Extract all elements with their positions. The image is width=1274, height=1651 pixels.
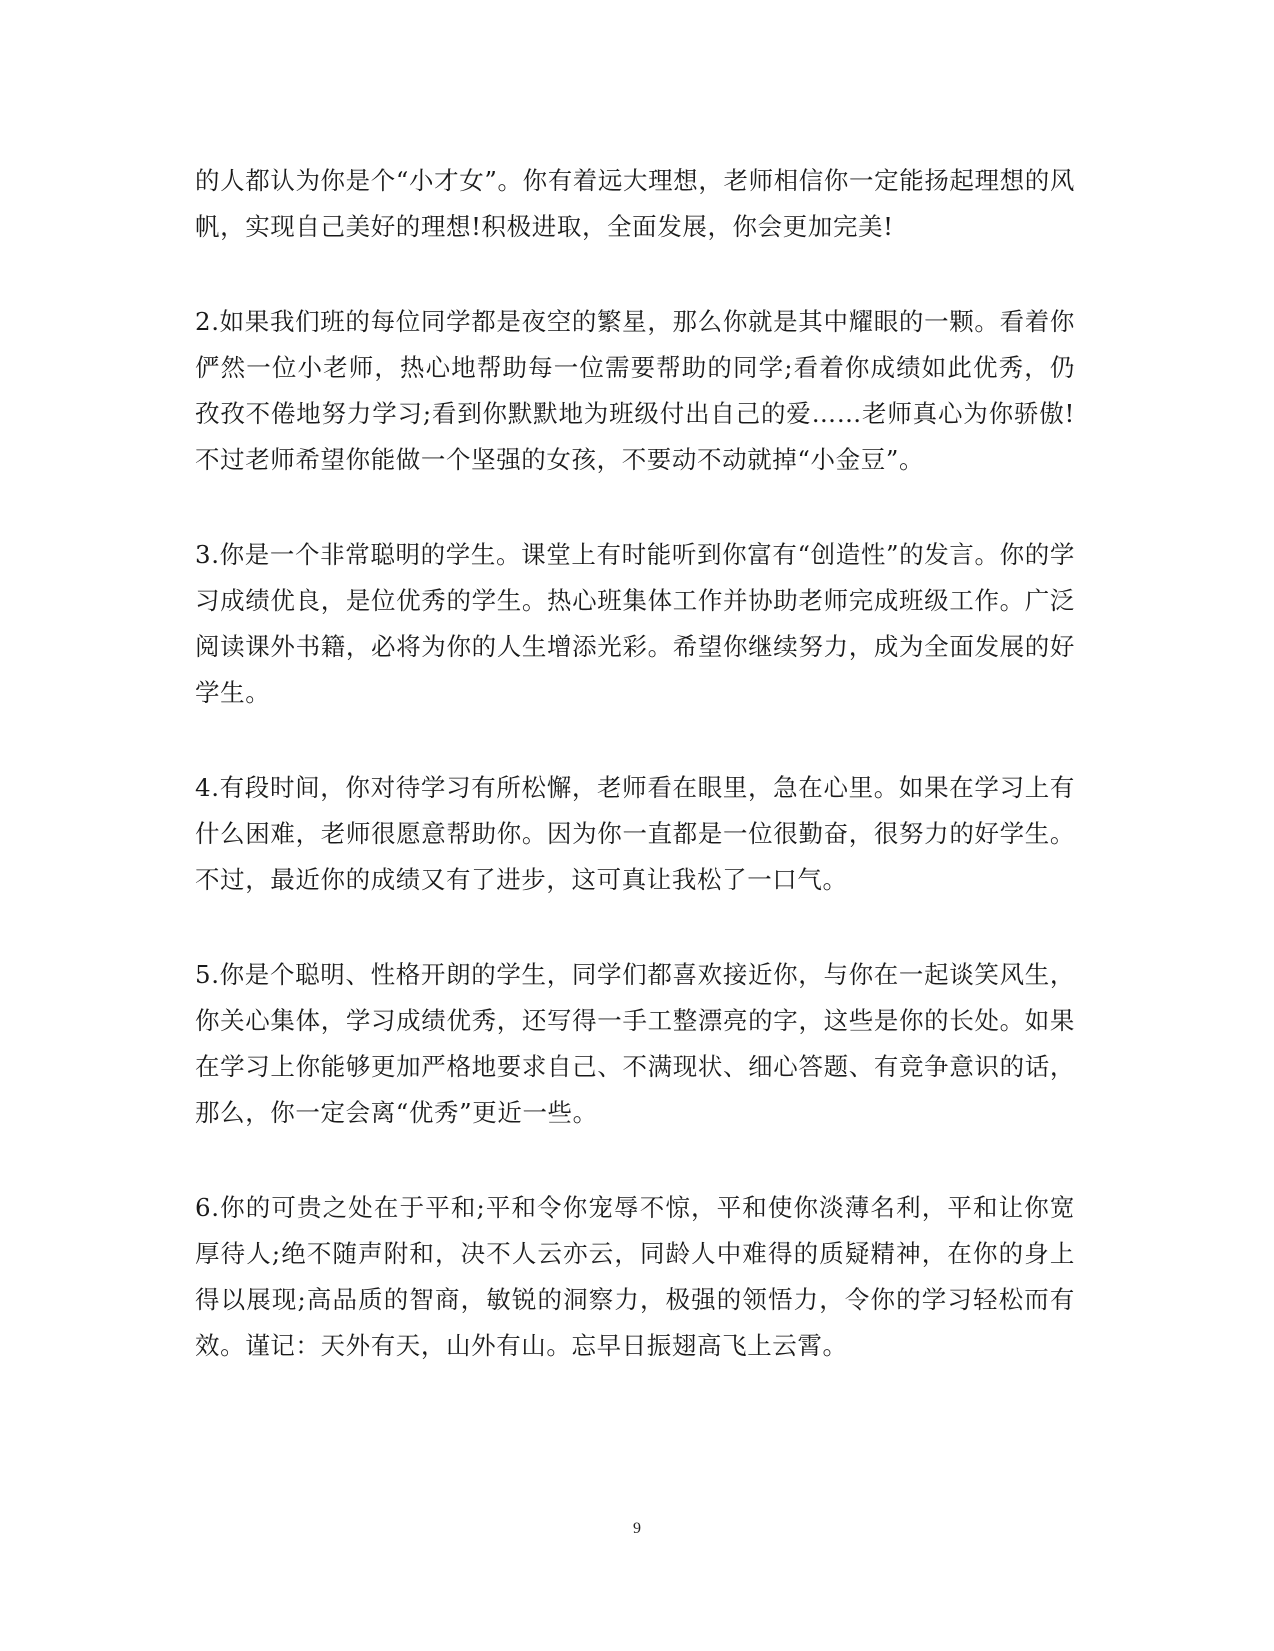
document-body [195, 158, 1075, 1418]
paragraph-item-2: 2.如果我们班的每位同学都是夜空的繁星，那么你就是其中耀眼的一颗。看着你俨然一位小老师，热心地帮助每一位需要帮助的同学;看着你成绩如此优秀，仍孜孜不倦地努力学习;看到你默默地为班级付出自己的爱……老师真心为你骄傲!不过老师希望你能做一个坚强的女孩，不要动不动就掉“小金豆”。 [195, 307, 1075, 474]
paragraph-item-5: 5.你是个聪明、性格开朗的学生，同学们都喜欢接近你，与你在一起谈笑风生，你关心集体，学习成绩优秀，还写得一手工整漂亮的字，这些是你的长处。如果在学习上你能够更加严格地要求自己、不满现状、细心答题、有竞争意识的话，那么，你一定会离“优秀”更近一些。 [195, 960, 1075, 1127]
paragraph-item-6: 6.你的可贵之处在于平和;平和令你宠辱不惊，平和使你淡薄名利，平和让你宽厚待人;绝不随声附和，决不人云亦云，同龄人中难得的质疑精神，在你的身上得以展现;高品质的智商，敏锐的洞察力，极强的领悟力，令你的学习轻松而有效。谨记：天外有天，山外有山。忘早日振翅高飞上云霄。 [195, 1193, 1075, 1360]
paragraph-continuation: 的人都认为你是个“小才女”。你有着远大理想，老师相信你一定能扬起理想的风帆，实现自己美好的理想!积极进取，全面发展，你会更加完美! [195, 166, 1075, 241]
paragraph-item-3: 3.你是一个非常聪明的学生。课堂上有时能听到你富有“创造性”的发言。你的学习成绩优良，是位优秀的学生。热心班集体工作并协助老师完成班级工作。广泛阅读课外书籍，必将为你的人生增添光彩。希望你继续努力，成为全面发展的好学生。 [195, 540, 1075, 707]
page-number: 9 [633, 1520, 641, 1537]
paragraph-item-4: 4.有段时间，你对待学习有所松懈，老师看在眼里，急在心里。如果在学习上有什么困难，老师很愿意帮助你。因为你一直都是一位很勤奋，很努力的好学生。不过，最近你的成绩又有了进步，这可真让我松了一口气。 [195, 773, 1075, 894]
